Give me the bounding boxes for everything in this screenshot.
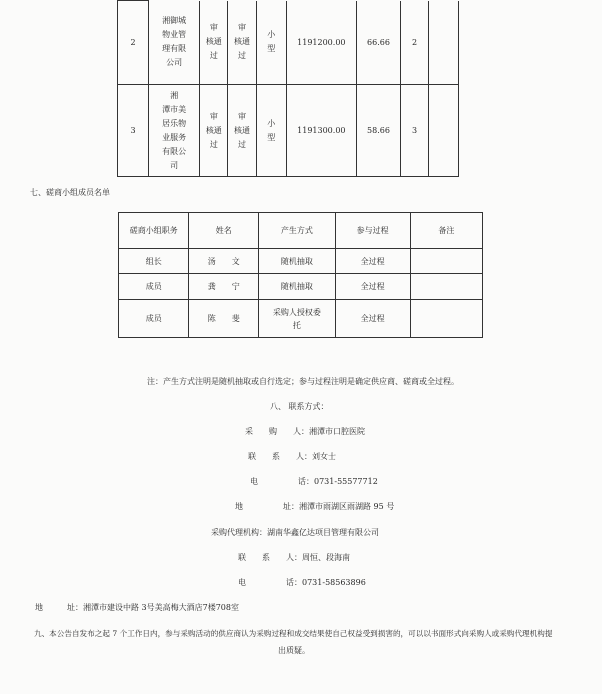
member-process: 全过程 <box>335 300 410 338</box>
header-name: 姓名 <box>189 213 259 249</box>
panel-members-table <box>118 212 483 338</box>
agency-contact-label: 联 系 人： <box>238 553 302 562</box>
table-row <box>118 1 459 85</box>
table-row <box>119 249 483 274</box>
company-size: 小 型 <box>256 85 286 177</box>
agency-phone-label: 电 话： <box>238 578 302 587</box>
review-status-2: 审 核通 过 <box>228 1 256 85</box>
member-method: 随机抽取 <box>259 249 335 274</box>
buyer-value: 湘潭市口腔医院 <box>309 427 365 436</box>
member-name: 陈 斐 <box>189 300 259 338</box>
phone-label: 电 话： <box>250 477 314 486</box>
header-note: 备注 <box>410 213 482 249</box>
phone-value: 0731-55577712 <box>314 477 378 486</box>
rank: 3 <box>401 85 429 177</box>
review-status: 审 核通 过 <box>200 1 228 85</box>
section-9-text-cont: 出质疑。 <box>278 646 310 655</box>
header-method: 产生方式 <box>259 213 335 249</box>
agency-value: 湖南华鑫亿达项目管理有限公司 <box>267 528 379 537</box>
agency-label: 采购代理机构： <box>211 528 267 537</box>
member-method: 采购人授权委托 <box>259 300 335 338</box>
blank-cell <box>429 85 459 177</box>
table-row <box>119 274 483 300</box>
agency-phone-line <box>238 577 366 588</box>
agency-address-label: 地 址： <box>35 603 83 612</box>
agency-phone-value: 0731-58563896 <box>302 578 366 587</box>
buyer-label: 采 购 人： <box>245 427 309 436</box>
section-9-text: 九、本公告自发布之起 7 个工作日内，参与采购活动的供应商认为采购过程和成交结果使自己权益受到损害的，可以以书面形式向采购人或采购代理机构提 <box>34 629 553 638</box>
member-note <box>410 300 482 338</box>
table-row <box>119 300 483 338</box>
bid-amount: 1191300.00 <box>286 85 356 177</box>
section-8-title: 八、 联系方式： <box>270 402 329 411</box>
member-role: 组长 <box>119 249 189 274</box>
member-note <box>410 249 482 274</box>
address-value: 湘潭市雨湖区雨湖路 95 号 <box>299 502 395 511</box>
contact-value: 刘女士 <box>312 452 336 461</box>
member-process: 全过程 <box>335 274 410 300</box>
score: 58.66 <box>356 85 400 177</box>
company-name: 湘 潭市美 居乐物 业服务 有限公 司 <box>148 85 199 177</box>
row-number: 3 <box>118 85 149 177</box>
agency-contact-line <box>238 552 350 563</box>
member-role: 成员 <box>119 300 189 338</box>
company-name: 湘御城 物业管 理有限 公司 <box>148 1 199 85</box>
member-role: 成员 <box>119 274 189 300</box>
address-line <box>235 501 394 512</box>
address-label: 地 址： <box>235 502 299 511</box>
score: 66.66 <box>356 1 400 85</box>
member-name: 汤 文 <box>189 249 259 274</box>
table-row <box>118 85 459 177</box>
review-status-2: 审 核通 过 <box>228 85 256 177</box>
contact-label: 联 系 人： <box>248 452 312 461</box>
blank-cell <box>429 1 459 85</box>
buyer-line <box>245 426 365 437</box>
agency-contact-value: 周恒、段海南 <box>302 553 350 562</box>
table-header-row <box>119 213 483 249</box>
section-7-title: 七、磋商小组成员名单 <box>30 188 110 197</box>
review-status: 审 核通 过 <box>200 85 228 177</box>
member-name: 龚 宁 <box>189 274 259 300</box>
member-method: 随机抽取 <box>259 274 335 300</box>
contact-line <box>248 451 336 462</box>
rank: 2 <box>401 1 429 85</box>
agency-address-line <box>35 602 239 613</box>
panel-footnote: 注：产生方式注明是随机抽取或自行选定；参与过程注明是确定供应商、磋商或全过程。 <box>147 377 459 386</box>
agency-address-value: 湘潭市建设中路 3号美高梅大酒店7楼708室 <box>83 603 239 612</box>
bid-amount: 1191200.00 <box>286 1 356 85</box>
agency-line <box>211 527 379 538</box>
company-size: 小 型 <box>256 1 286 85</box>
member-process: 全过程 <box>335 249 410 274</box>
header-process: 参与过程 <box>335 213 410 249</box>
results-table <box>117 0 459 177</box>
member-note <box>410 274 482 300</box>
header-role: 磋商小组职务 <box>119 213 189 249</box>
phone-line <box>250 476 378 487</box>
row-number: 2 <box>118 1 149 85</box>
